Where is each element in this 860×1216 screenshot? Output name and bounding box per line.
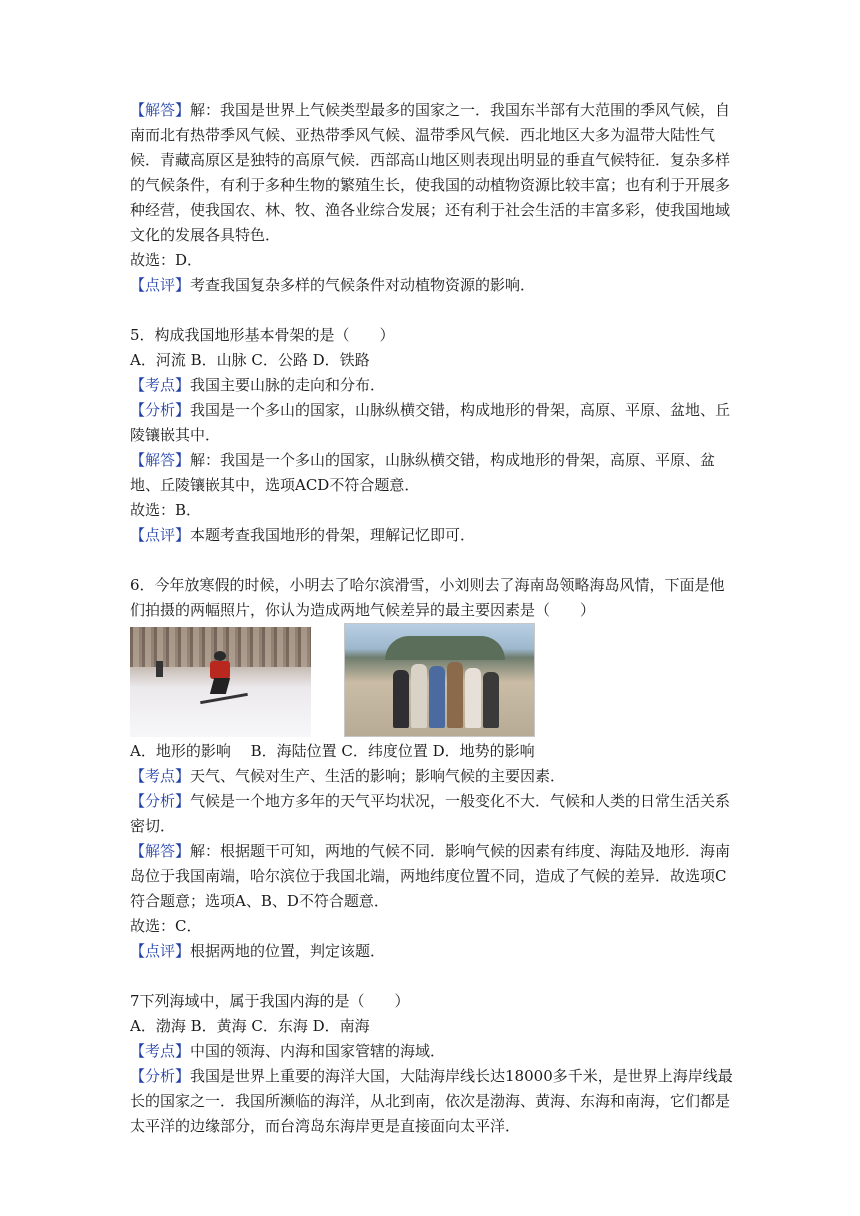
fenxi-text: 我国是世界上重要的海洋大国，大陆海岸线长达18000多千米，是世界上海岸线最长的国家之一．我国所濒临的海洋，从北到南，依次是渤海、黄海、东海和南海，它们都是太平洋的边缘部分，而台湾岛东海岸更是直接面向太平洋． — [130, 1067, 733, 1135]
spacer — [130, 964, 735, 989]
document-page — [130, 98, 735, 1139]
q6-photos — [130, 623, 735, 739]
prev-jieda-paragraph — [130, 98, 735, 248]
kaodian-tag: 【考点】 — [130, 767, 191, 785]
q6-answer-choice: 故选：C． — [130, 917, 202, 935]
prev-answer-choice: 故选：D． — [130, 251, 203, 269]
q5-answer-choice: 故选：B． — [130, 501, 202, 519]
prev-dianping-paragraph — [130, 273, 735, 298]
dianping-text: 本题考查我国地形的骨架，理解记忆即可． — [190, 526, 476, 544]
kaodian-text: 中国的领海、内海和国家管辖的海域． — [190, 1042, 446, 1060]
skiing-photo — [130, 627, 311, 737]
spacer — [130, 548, 735, 573]
kaodian-tag: 【考点】 — [130, 1042, 191, 1060]
q7-options: A．渤海 B．黄海 C．东海 D．南海 — [130, 1017, 370, 1035]
jieda-tag: 【解答】 — [130, 451, 191, 469]
distant-skier — [156, 661, 163, 677]
spacer — [130, 298, 735, 323]
q6-kaodian — [130, 764, 735, 789]
kaodian-text: 天气、气候对生产、生活的影响；影响气候的主要因素． — [190, 767, 566, 785]
fenxi-tag: 【分析】 — [130, 1067, 191, 1085]
q7-kaodian — [130, 1039, 735, 1064]
jieda-tag: 【解答】 — [130, 101, 191, 119]
q7-fenxi — [130, 1064, 735, 1139]
kaodian-tag: 【考点】 — [130, 376, 191, 394]
q5-options: A．河流 B．山脉 C．公路 D．铁路 — [130, 351, 370, 369]
fenxi-text: 气候是一个地方多年的天气平均状况，一般变化不大．气候和人类的日常生活关系密切． — [130, 792, 731, 835]
q5-fenxi — [130, 398, 735, 448]
jieda-text: 解：我国是世界上气候类型最多的国家之一．我国东半部有大范围的季风气候，自南而北有热带季风气候、亚热带季风气候、温带季风气候．西北地区大多为温带大陆性气候．青藏高原区是独特的高原气候．西部高山地区则表现出明显的垂直气候特征．复杂多样的气候条件，有利于多种生物的繁殖生长，使我国的动植物资源比较丰富；也有利于开展多种经营，使我国农、林、牧、渔各业综合发展；还有利于社会生活的丰富多彩，使我国地域文化的发展各具特色． — [130, 101, 731, 244]
q5-jieda — [130, 448, 735, 498]
fenxi-text: 我国是一个多山的国家，山脉纵横交错，构成地形的骨架，高原、平原、盆地、丘陵镶嵌其中． — [130, 401, 731, 444]
jieda-text: 解：我国是一个多山的国家，山脉纵横交错，构成地形的骨架，高原、平原、盆地、丘陵镶嵌其中，选项ACD不符合题意． — [130, 451, 716, 494]
dianping-text: 考查我国复杂多样的气候条件对动植物资源的影响． — [190, 276, 536, 294]
fenxi-tag: 【分析】 — [130, 792, 191, 810]
jieda-text: 解：根据题干可知，两地的气候不同．影响气候的因素有纬度、海陆及地形．海南岛位于我国南端，哈尔滨位于我国北端，两地纬度位置不同，造成了气候的差异．故选项C符合题意；选项A、B、D不符合题意． — [130, 842, 731, 910]
q5-kaodian — [130, 373, 735, 398]
fenxi-tag: 【分析】 — [130, 401, 191, 419]
q5-dianping — [130, 523, 735, 548]
q6-jieda — [130, 839, 735, 914]
dianping-tag: 【点评】 — [130, 526, 191, 544]
beach-photo — [344, 623, 535, 737]
people-group — [389, 658, 499, 728]
q6-dianping — [130, 939, 735, 964]
q7-stem: 7下列海域中，属于我国内海的是（ ） — [130, 992, 410, 1010]
island-silhouette — [385, 636, 505, 660]
kaodian-text: 我国主要山脉的走向和分布． — [190, 376, 386, 394]
jieda-tag: 【解答】 — [130, 842, 191, 860]
dianping-tag: 【点评】 — [130, 942, 191, 960]
dianping-text: 根据两地的位置，判定该题． — [190, 942, 386, 960]
q6-options: A．地形的影响 B．海陆位置 C．纬度位置 D．地势的影响 — [130, 742, 535, 760]
q6-fenxi — [130, 789, 735, 839]
dianping-tag: 【点评】 — [130, 276, 191, 294]
q5-stem: 5．构成我国地形基本骨架的是（ ） — [130, 326, 395, 344]
q6-stem: 6．今年放寒假的时候，小明去了哈尔滨滑雪，小刘则去了海南岛领略海岛风情，下面是他们拍摄的两幅照片，你认为造成两地气候差异的最主要因素是（ ） — [130, 576, 725, 619]
skier-figure — [206, 651, 232, 695]
